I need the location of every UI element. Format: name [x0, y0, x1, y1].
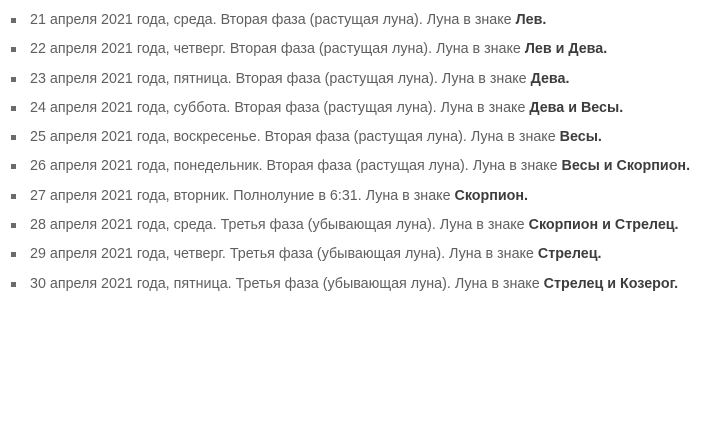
list-item [0, 69, 702, 89]
zodiac-sign: Скорпион. [454, 187, 529, 204]
list-item-text: 21 апреля 2021 года, среда. Вторая фаза (растущая луна). Луна в знаке [30, 12, 516, 28]
list-item-text: 26 апреля 2021 года, понедельник. Вторая фаза (растущая луна). Луна в знаке [30, 158, 562, 175]
zodiac-sign: Дева и Весы. [529, 99, 624, 116]
list-item [0, 186, 702, 206]
list-item [0, 274, 702, 294]
list-item-text: 22 апреля 2021 года, четверг. Вторая фаза (растущая луна). Луна в знаке [30, 41, 525, 58]
list-item-text: 27 апреля 2021 года, вторник. Полнолуние в 6:31. Луна в знаке [30, 187, 455, 204]
list-item [0, 10, 702, 30]
list-item-text: 30 апреля 2021 года, пятница. Третья фаза (убывающая луна). Луна в знаке [30, 275, 544, 292]
zodiac-sign: Лев. [515, 12, 547, 28]
list-item [0, 127, 702, 147]
list-item [0, 156, 702, 176]
zodiac-sign: Стрелец. [537, 246, 602, 263]
list-item-text: 29 апреля 2021 года, четверг. Третья фаза (убывающая луна). Луна в знаке [30, 246, 538, 263]
list-item-text: 25 апреля 2021 года, воскресенье. Вторая фаза (растущая луна). Луна в знаке [30, 129, 560, 146]
zodiac-sign: Лев и Дева. [524, 41, 608, 58]
zodiac-sign: Стрелец и Козерог. [543, 275, 679, 292]
list-item-text: 23 апреля 2021 года, пятница. Вторая фаза (растущая луна). Луна в знаке [30, 70, 531, 87]
list-item [0, 98, 702, 118]
list-item-text: 28 апреля 2021 года, среда. Третья фаза (убывающая луна). Луна в знаке [30, 217, 529, 234]
list-item [0, 215, 702, 235]
zodiac-sign: Весы. [559, 129, 602, 146]
zodiac-sign: Весы и Скорпион. [561, 158, 691, 175]
zodiac-sign: Дева. [530, 70, 570, 87]
list-item [0, 244, 702, 264]
list-item [0, 39, 702, 59]
list-item-text: 24 апреля 2021 года, суббота. Вторая фаза (растущая луна). Луна в знаке [30, 99, 530, 116]
zodiac-sign: Скорпион и Стрелец. [528, 217, 679, 234]
